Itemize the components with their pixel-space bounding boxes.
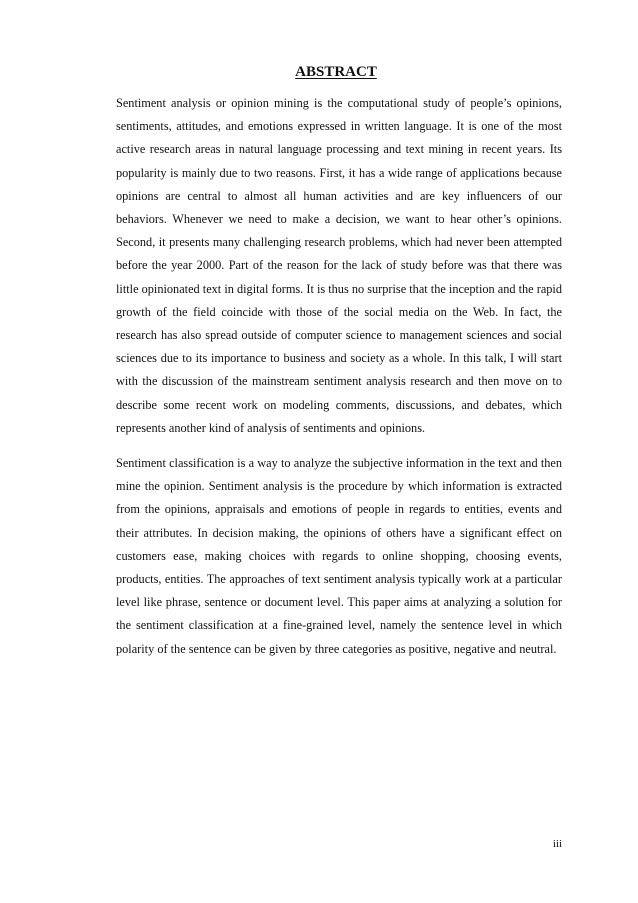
abstract-paragraph-2: Sentiment classification is a way to analyze the subjective information in the text and then mine the opinion. Sentiment analysis is the procedure by which information is extracted from the opinions, appraisals and emotions of people in regards to entities, events and their attributes. In decision making, the opinions of others have a significant effect on customers ease, making choices with regards to online shopping, choosing events, products, entities. The approaches of text sentiment analysis typically work at a particular level like phrase, sentence or document level. This paper aims at analyzing a solution for the sentiment classification at a fine-grained level, namely the sentence level in which polarity of the sentence can be given by three categories as positive, negative and neutral.	[116, 456, 562, 656]
page-number: iii	[552, 838, 562, 850]
abstract-paragraph-1: Sentiment analysis or opinion mining is the computational study of people’s opinions, sentiments, attitudes, and emotions expressed in written language. It is one of the most active research areas in natural language processing and text mining in recent years. Its popularity is mainly due to two reasons. First, it has a wide range of applications because opinions are central to almost all human activities and are key influencers of our behaviors. Whenever we need to make a decision, we want to hear other’s opinions. Second, it presents many challenging research problems, which had never been attempted before the year 2000. Part of the reason for the lack of study before was that there was little opinionated text in digital forms. It is thus no surprise that the inception and the rapid growth of the field coincide with those of the social media on the Web. In fact, the research has also spread outside of computer science to management sciences and social sciences due to its importance to business and society as a whole. In this talk, I will start with the discussion of the mainstream sentiment analysis research and then move on to describe some recent work on modeling comments, discussions, and debates, which represents another kind of analysis of sentiments and opinions.	[116, 96, 562, 435]
abstract-body	[116, 92, 562, 661]
abstract-heading: ABSTRACT	[295, 64, 377, 80]
